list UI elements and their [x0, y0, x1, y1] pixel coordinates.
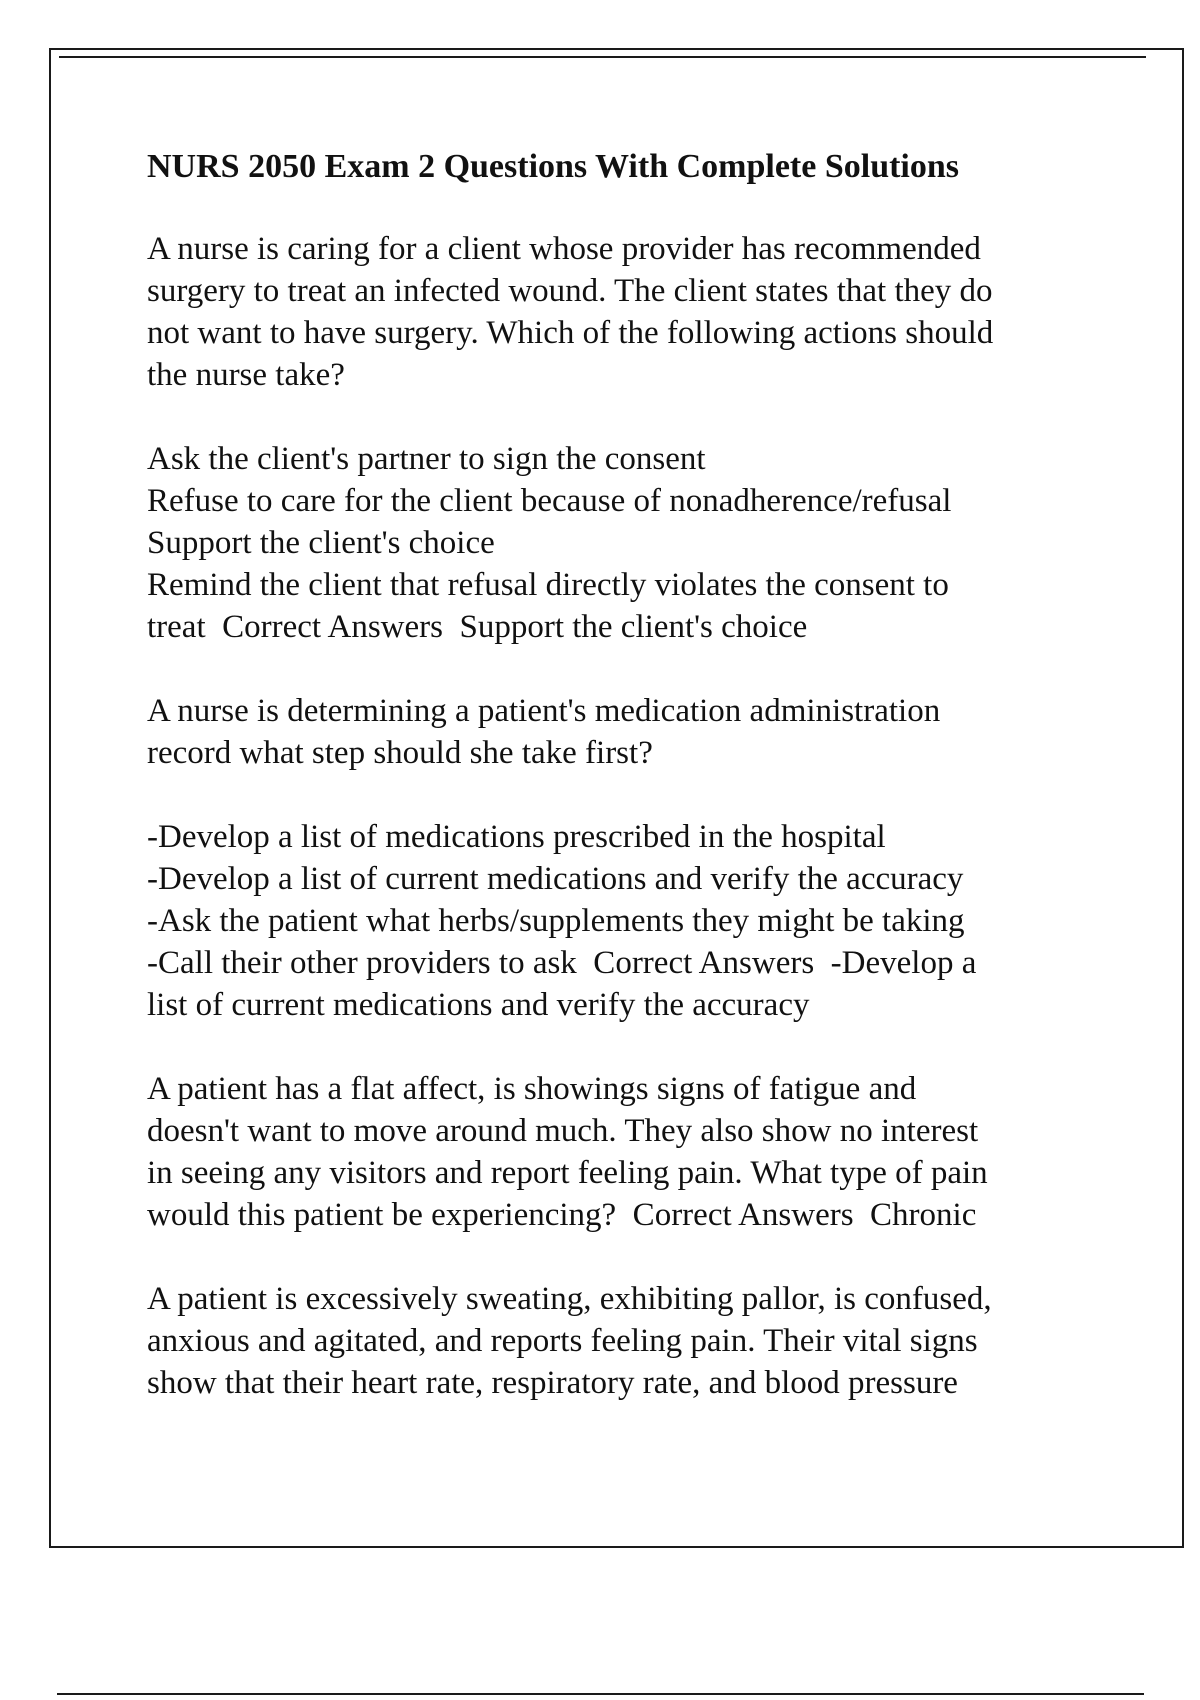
- text-line: the nurse take?: [147, 357, 345, 393]
- question-2-options: [147, 816, 1137, 1026]
- text-line: -Develop a list of current medications and verify the accuracy: [147, 861, 964, 897]
- question-4: [147, 1278, 1137, 1404]
- text-line: show that their heart rate, respiratory rate, and blood pressure: [147, 1365, 958, 1401]
- text-line: list of current medications and verify the accuracy: [147, 987, 810, 1023]
- text-line: Refuse to care for the client because of nonadherence/refusal: [147, 483, 952, 519]
- text-line: treat Correct Answers Support the client's choice: [147, 609, 808, 645]
- text-line: doesn't want to move around much. They also show no interest: [147, 1113, 979, 1149]
- bottom-rule: [57, 1693, 1144, 1695]
- text-line: A patient is excessively sweating, exhibiting pallor, is confused,: [147, 1281, 992, 1317]
- question-1-options: [147, 438, 1137, 648]
- text-line: -Develop a list of medications prescribed in the hospital: [147, 819, 886, 855]
- text-line: record what step should she take first?: [147, 735, 653, 771]
- question-3: [147, 1068, 1137, 1236]
- question-2: [147, 690, 1137, 774]
- document-title: NURS 2050 Exam 2 Questions With Complete Solutions: [147, 148, 960, 185]
- text-line: surgery to treat an infected wound. The client states that they do: [147, 273, 993, 309]
- text-line: A patient has a flat affect, is showings signs of fatigue and: [147, 1071, 917, 1107]
- text-line: would this patient be experiencing? Correct Answers Chronic: [147, 1197, 977, 1233]
- text-line: Remind the client that refusal directly violates the consent to: [147, 567, 949, 603]
- text-line: -Call their other providers to ask Correct Answers -Develop a: [147, 945, 977, 981]
- text-line: Support the client's choice: [147, 525, 495, 561]
- document-body: [147, 146, 1137, 1446]
- page-frame: [49, 48, 1184, 1548]
- top-rule: [59, 56, 1146, 58]
- text-line: anxious and agitated, and reports feeling pain. Their vital signs: [147, 1323, 978, 1359]
- text-line: -Ask the patient what herbs/supplements they might be taking: [147, 903, 965, 939]
- text-line: Ask the client's partner to sign the consent: [147, 441, 706, 477]
- question-1: [147, 228, 1137, 396]
- text-line: not want to have surgery. Which of the following actions should: [147, 315, 994, 351]
- text-line: in seeing any visitors and report feeling pain. What type of pain: [147, 1155, 988, 1191]
- text-line: A nurse is caring for a client whose provider has recommended: [147, 231, 981, 267]
- text-line: A nurse is determining a patient's medication administration: [147, 693, 941, 729]
